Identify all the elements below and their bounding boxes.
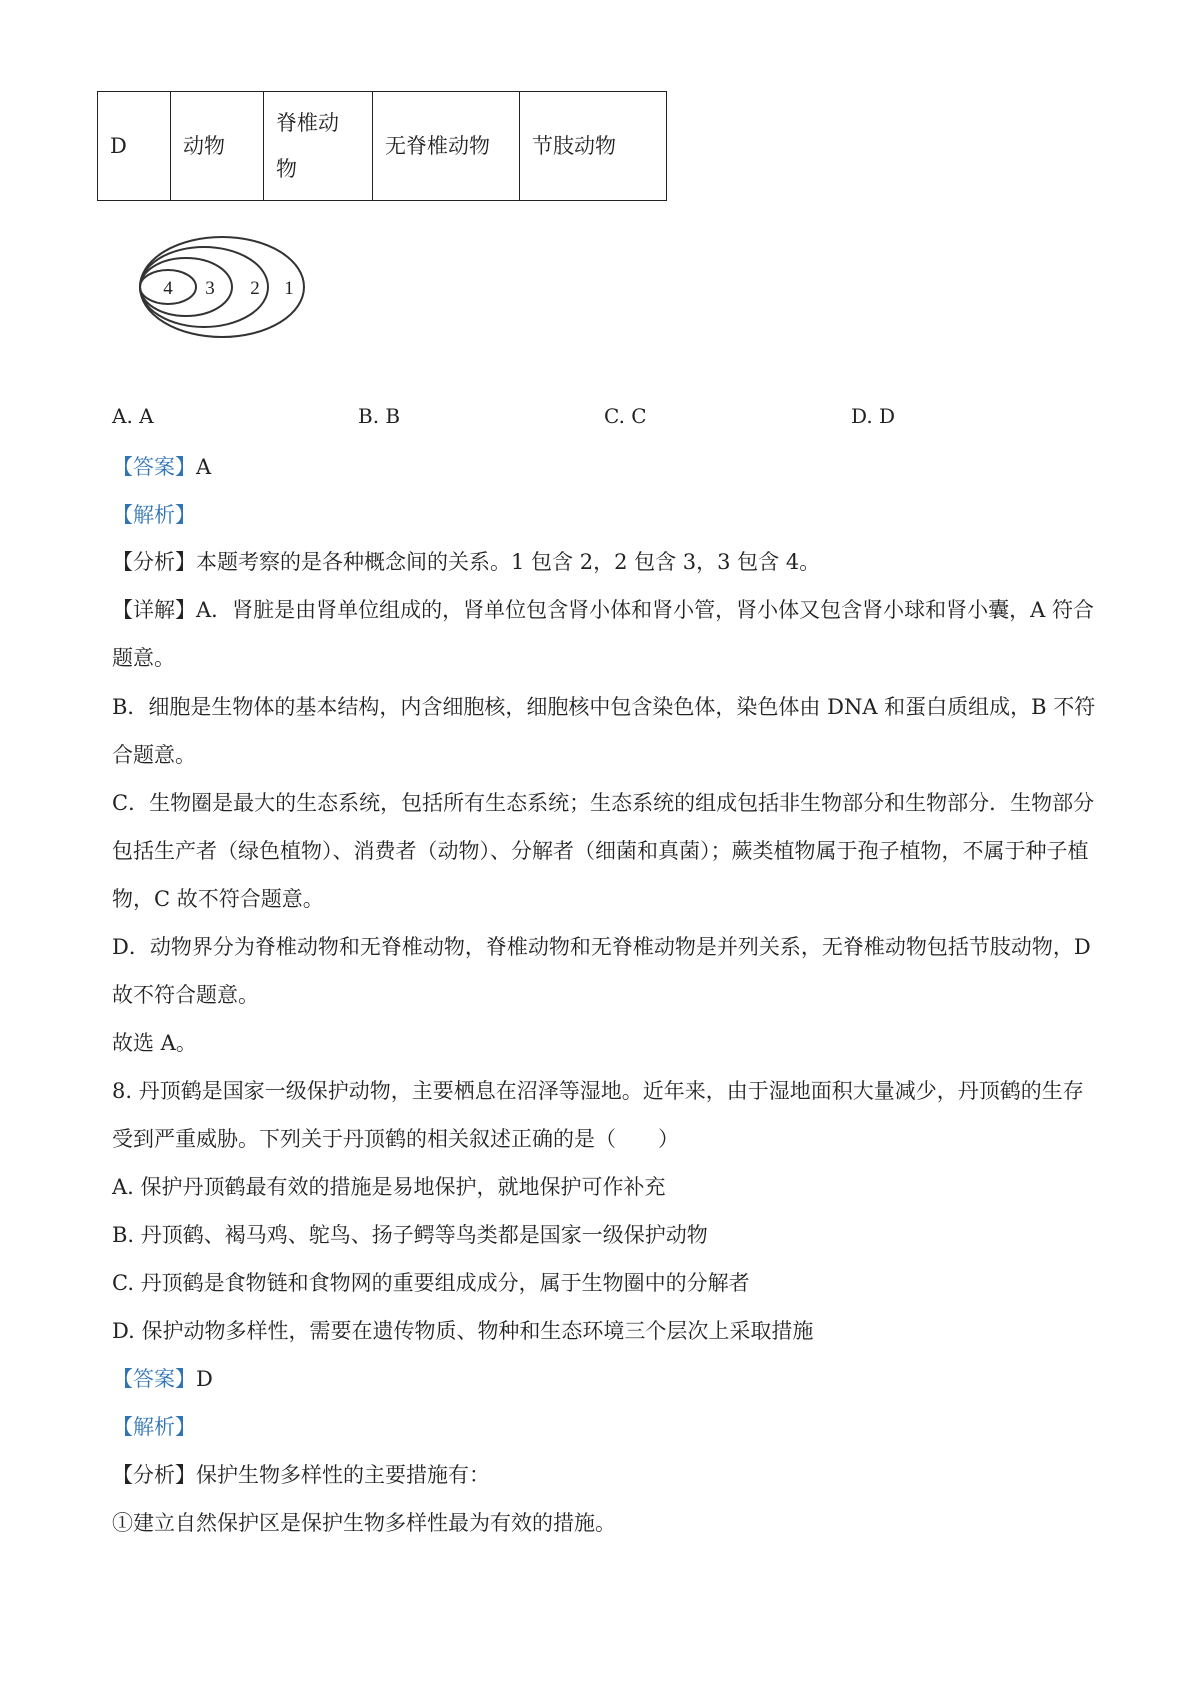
q7-choice-a: A. A (112, 404, 154, 428)
q8-answer-tag: 【答案】 (112, 1367, 196, 1391)
q7-answer-tag: 【答案】 (112, 455, 196, 479)
q8-fenxi-text: 保护生物多样性的主要措施有： (196, 1463, 490, 1487)
q7-b-line2: 合题意。 (112, 743, 196, 767)
q8-stem-line2: 受到严重威胁。下列关于丹顶鹤的相关叙述正确的是（ ） (112, 1127, 679, 1151)
q8-answer-value: D (196, 1367, 213, 1391)
q7-fenxi-tag: 【分析】 (112, 550, 196, 574)
q7-fenxi-line (112, 547, 820, 577)
q8-point-1: ①建立自然保护区是保护生物多样性最为有效的措施。 (112, 1511, 616, 1535)
q7-analysis-tag: 【解析】 (112, 503, 196, 527)
q8-analysis-tag: 【解析】 (112, 1415, 196, 1439)
ellipse-3 (140, 258, 232, 316)
ellipse-label-3: 3 (205, 278, 215, 299)
table-cell-option-letter: D (98, 92, 171, 201)
q7-xiangjie-a-line2: 题意。 (112, 646, 175, 670)
option-d-table (97, 91, 667, 201)
q7-conclusion: 故选 A。 (112, 1031, 197, 1055)
q7-choice-d: D. D (851, 404, 896, 428)
q7-d-line2: 故不符合题意。 (112, 983, 259, 1007)
table-cell-2 (264, 92, 373, 201)
table-cell-2-line1: 脊椎动 (276, 111, 339, 135)
table-cell-1: 动物 (171, 92, 264, 201)
q8-answer-line (112, 1364, 213, 1394)
q8-option-d: D. 保护动物多样性，需要在遗传物质、物种和生态环境三个层次上采取措施 (112, 1319, 814, 1343)
q7-c-line1: C．生物圈是最大的生态系统，包括所有生态系统；生态系统的组成包括非生物部分和生物部分．生物部分 (112, 791, 1095, 815)
ellipse-label-4: 4 (163, 278, 173, 299)
table-row (98, 92, 667, 201)
ellipse-label-1: 1 (284, 278, 294, 299)
q7-xiangjie-tag: 【详解】 (112, 598, 196, 622)
q7-fenxi-text: 本题考察的是各种概念间的关系。1 包含 2，2 包含 3，3 包含 4。 (196, 550, 821, 574)
q7-choices (112, 404, 1012, 434)
q8-option-c: C. 丹顶鹤是食物链和食物网的重要组成成分，属于生物圈中的分解者 (112, 1271, 750, 1295)
q7-xiangjie-line (112, 595, 1094, 625)
q8-fenxi-line (112, 1460, 490, 1490)
q7-choice-c: C. C (604, 404, 647, 428)
q7-c-line2: 包括生产者（绿色植物）、消费者（动物）、分解者（细菌和真菌）；蕨类植物属于孢子植物，不属于种子植 (112, 839, 1089, 863)
q8-option-b: B. 丹顶鹤、褐马鸡、鸵鸟、扬子鳄等鸟类都是国家一级保护动物 (112, 1223, 708, 1247)
q7-b-line1: B．细胞是生物体的基本结构，内含细胞核，细胞核中包含染色体，染色体由 DNA 和蛋白质组成，B 不符 (112, 695, 1096, 719)
table-cell-4: 节肢动物 (520, 92, 667, 201)
table-cell-2-line2: 物 (276, 157, 297, 181)
ellipse-2 (140, 247, 268, 327)
q7-answer-line (112, 452, 211, 482)
nested-ellipse-diagram (138, 235, 306, 339)
q7-d-line1: D．动物界分为脊椎动物和无脊椎动物，脊椎动物和无脊椎动物是并列关系，无脊椎动物包括节肢动物，D (112, 935, 1091, 959)
q8-stem-line1: 8. 丹顶鹤是国家一级保护动物，主要栖息在沼泽等湿地。近年来，由于湿地面积大量减少，丹顶鹤的生存 (112, 1079, 1084, 1103)
q8-fenxi-tag: 【分析】 (112, 1463, 196, 1487)
table-cell-3: 无脊椎动物 (373, 92, 520, 201)
q7-choice-b: B. B (358, 404, 401, 428)
ellipse-label-2: 2 (250, 278, 260, 299)
q7-answer-value: A (196, 455, 212, 479)
q7-c-line3: 物，C 故不符合题意。 (112, 887, 324, 911)
q8-option-a: A. 保护丹顶鹤最有效的措施是易地保护，就地保护可作补充 (112, 1175, 666, 1199)
q7-xiangjie-a-line1: A．肾脏是由肾单位组成的，肾单位包含肾小体和肾小管，肾小体又包含肾小球和肾小囊，A 符合 (196, 598, 1095, 622)
